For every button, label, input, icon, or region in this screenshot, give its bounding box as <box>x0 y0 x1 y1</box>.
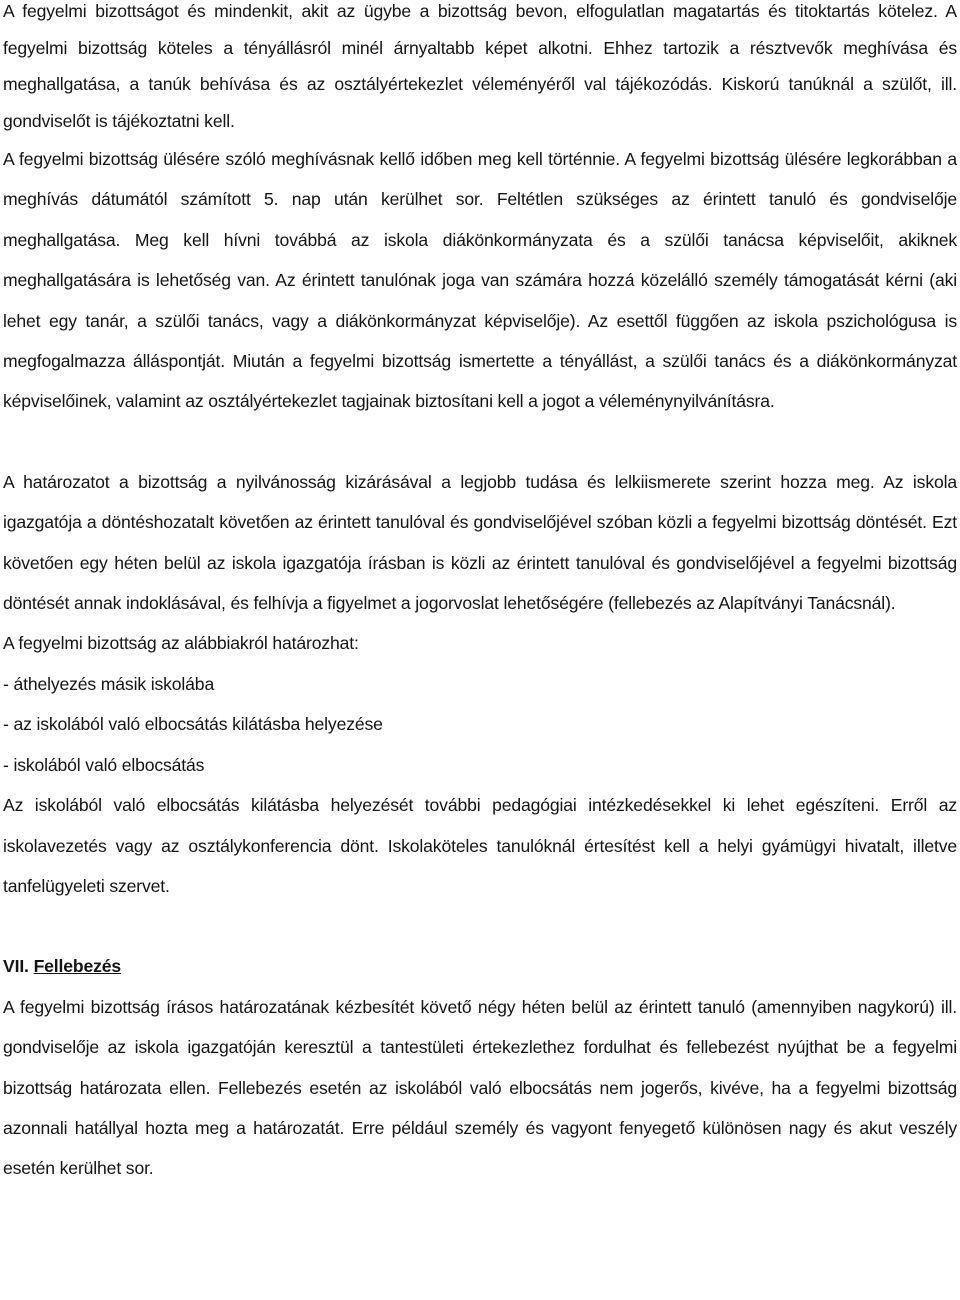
section-title: Fellebezés <box>33 956 122 977</box>
section-heading <box>3 946 957 986</box>
paragraph-decision: A határozatot a bizottság a nyilvánosság kizárásával a legjobb tudása és lelkiismerete szerint hozza meg. Az iskola igazgatója a döntéshozatalt követően az érintett tanulóval és gondviselőjével szóban közli a fegyelmi bizottság döntését. Ezt követően egy héten belül az iskola igazgatója írásban is közli az érintett tanulóval és gondviselőjével a fegyelmi bizottság döntését annak indoklásával, és felhívja a figyelmet a jogorvoslat lehetőségére (fellebezés az Alapítványi Tanácsnál). <box>3 471 957 614</box>
paragraph-confidentiality: A fegyelmi bizottságot és mindenkit, akit az ügybe a bizottság bevon, elfogulatlan magatartás és titoktartás kötelez. A fegyelmi bizottság köteles a tényállásról minél árnyaltabb képet alkotni. Ehhez tartozik a résztvevők meghívása és meghallgatása, a tanúk behívása és az osztályértekezlet véleményéről val tájékozódás. Kiskorú tanúknál a szülőt, ill. gondviselőt is tájékoztatni kell. <box>3 1 957 131</box>
paragraph-meeting-invitation: A fegyelmi bizottság ülésére szóló meghívásnak kellő időben meg kell történnie. A fegyelmi bizottság ülésére legkorábban a meghívás dátumától számított 5. nap után kerülhet sor. Feltétlen szükséges az érintett tanuló és gondviselője meghallgatása. Meg kell hívni továbbá az iskola diákönkormányzata és a szülői tanácsa képviselőit, akiknek meghallgatására is lehetőség van. Az érintett tanulónak joga van számára hozzá közelálló személy támogatását kérni (aki lehet egy tanár, a szülői tanács, vagy a diákönkormányzat képviselője). Az esettől függően az iskola pszichológusa is megfogalmazza álláspontját. Miután a fegyelmi bizottság ismertette a tényállást, a szülői tanács és a diákönkormányzat képviselőinek, valamint az osztályértekezlet tagjainak biztosítani kell a jogot a véleménynyilvánításra. <box>3 149 957 412</box>
list-item: - áthelyezés másik iskolába <box>3 673 215 694</box>
list-item: - az iskolából való elbocsátás kilátásba helyezése <box>3 714 383 735</box>
section-number: VII. <box>3 956 29 977</box>
paragraph-spacer <box>3 422 957 462</box>
document-page <box>3 0 957 1189</box>
paragraph-after-list: Az iskolából való elbocsátás kilátásba helyezését további pedagógiai intézkedésekkel ki lehet egészíteni. Erről az iskolavezetés vagy az osztálykonferencia dönt. Iskolaköteles tanulóknál értesítést kell a helyi gyámügyi hivatalt, illetve tanfelügyeleti szervet. <box>3 795 957 896</box>
list-item: - iskolából való elbocsátás <box>3 754 205 775</box>
list-intro: A fegyelmi bizottság az alábbiakról határozhat: <box>3 633 359 654</box>
section-spacer <box>3 906 957 946</box>
paragraph-appeal: A fegyelmi bizottság írásos határozatának kézbesítét követő négy héten belül az érintett tanuló (amennyiben nagykorú) ill. gondviselője az iskola igazgatóján keresztül a tantestületi értekezlethez fordulhat és fellebezést nyújthat be a fegyelmi bizottság határozata ellen. Fellebezés esetén az iskolából való elbocsátás nem jogerős, kivéve, ha a fegyelmi bizottság azonnali hatállyal hozta meg a határozatát. Erre például személy és vagyont fenyegető különösen nagy és akut veszély esetén kerülhet sor. <box>3 996 957 1179</box>
